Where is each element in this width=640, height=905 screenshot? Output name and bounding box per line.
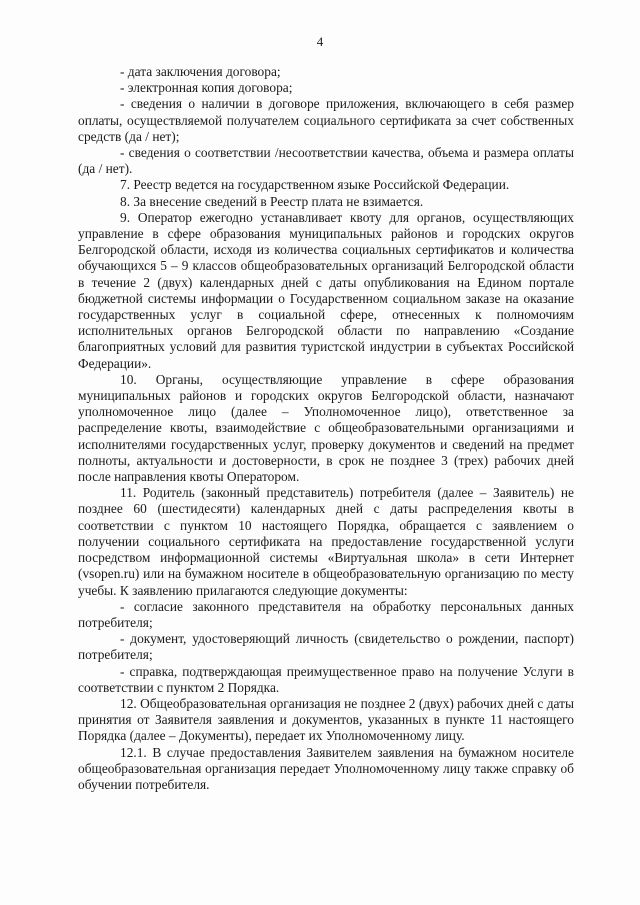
paragraph-electronic-copy: - электронная копия договора; — [120, 80, 293, 96]
paragraph-10: 10. Органы, осуществляющие управление в сфере образования муниципальных районов и городских округов Белгородской области, назначают уполномоченное лицо (далее – Уполномоченное лицо), ответственное за распределение квоты, взаимодействие с общеобразовательными организациями и исполнителями государственных услуг, проверку документов и сведений на предмет полноты, актуальности и достоверности, в срок не позднее 3 (трех) рабочих дней после направления квоты Оператором. — [78, 371, 574, 485]
paragraph-contract-date: - дата заключения договора; — [120, 64, 281, 79]
paragraph-9: 9. Оператор ежегодно устанавливает квоту для органов, осуществляющих управление в сфере образования муниципальных районов и городских округов Белгородской области, исходя из количества социальных сертификатов и количества обучающихся 5 – 9 классов общеобразовательных организаций Белгородской области в течение 2 (двух) календарных дней с даты опубликования на Едином портале бюджетной системы информации о Государственном социальном заказе на оказание государственных услуг в социальной сфере, отнесенных к полномочиям исполнительных органов Белгородской области по направлению «Создание благоприятных условий для развития туристской индустрии в субъектах Российской Федерации». — [78, 209, 574, 371]
paragraph-certificate: - справка, подтверждающая преимущественное право на получение Услуги в соответствии с пунктом 2 Порядка. — [78, 663, 574, 695]
paragraph-identity-document: - документ, удостоверяющий личность (свидетельство о рождении, паспорт) потребителя; — [78, 631, 574, 663]
paragraph-annex-info: - сведения о наличии в договоре приложения, включающего в себя размер оплаты, осуществляемой получателем социального сертификата за счет собственных средств (да / нет); — [78, 96, 574, 144]
document-body — [78, 64, 574, 793]
paragraph-12-1: 12.1. В случае предоставления Заявителем заявления на бумажном носителе общеобразовательная организация передает Уполномоченному лицу также справку об обучении потребителя. — [78, 744, 574, 792]
paragraph-11: 11. Родитель (законный представитель) потребителя (далее – Заявитель) не позднее 60 (шестидесяти) календарных дней с даты распределения квоты в соответствии с пунктом 10 настоящего Порядка, обращается с заявлением о получении социального сертификата на предоставление государственной услуги посредством информационной системы «Виртуальная школа» в сети Интернет (vsopen.ru) или на бумажном носителе в общеобразовательную организацию по месту учебы. К заявлению прилагаются следующие документы: — [78, 485, 574, 598]
paragraph-8: 8. За внесение сведений в Реестр плата не взимается. — [120, 193, 424, 209]
paragraph-quality-compliance: - сведения о соответствии /несоответствии качества, объема и размера оплаты (да / нет). — [78, 145, 574, 177]
page-number: 4 — [316, 34, 324, 49]
paragraph-consent: - согласие законного представителя на обработку персональных данных потребителя; — [78, 598, 574, 630]
paragraph-12: 12. Общеобразовательная организация не позднее 2 (двух) рабочих дней с даты принятия от Заявителя заявления и документов, указанных в пункте 11 настоящего Порядка (далее – Документы), передает их Уполномоченному лицу. — [78, 695, 574, 744]
paragraph-7: 7. Реестр ведется на государственном языке Российской Федерации. — [120, 177, 510, 193]
